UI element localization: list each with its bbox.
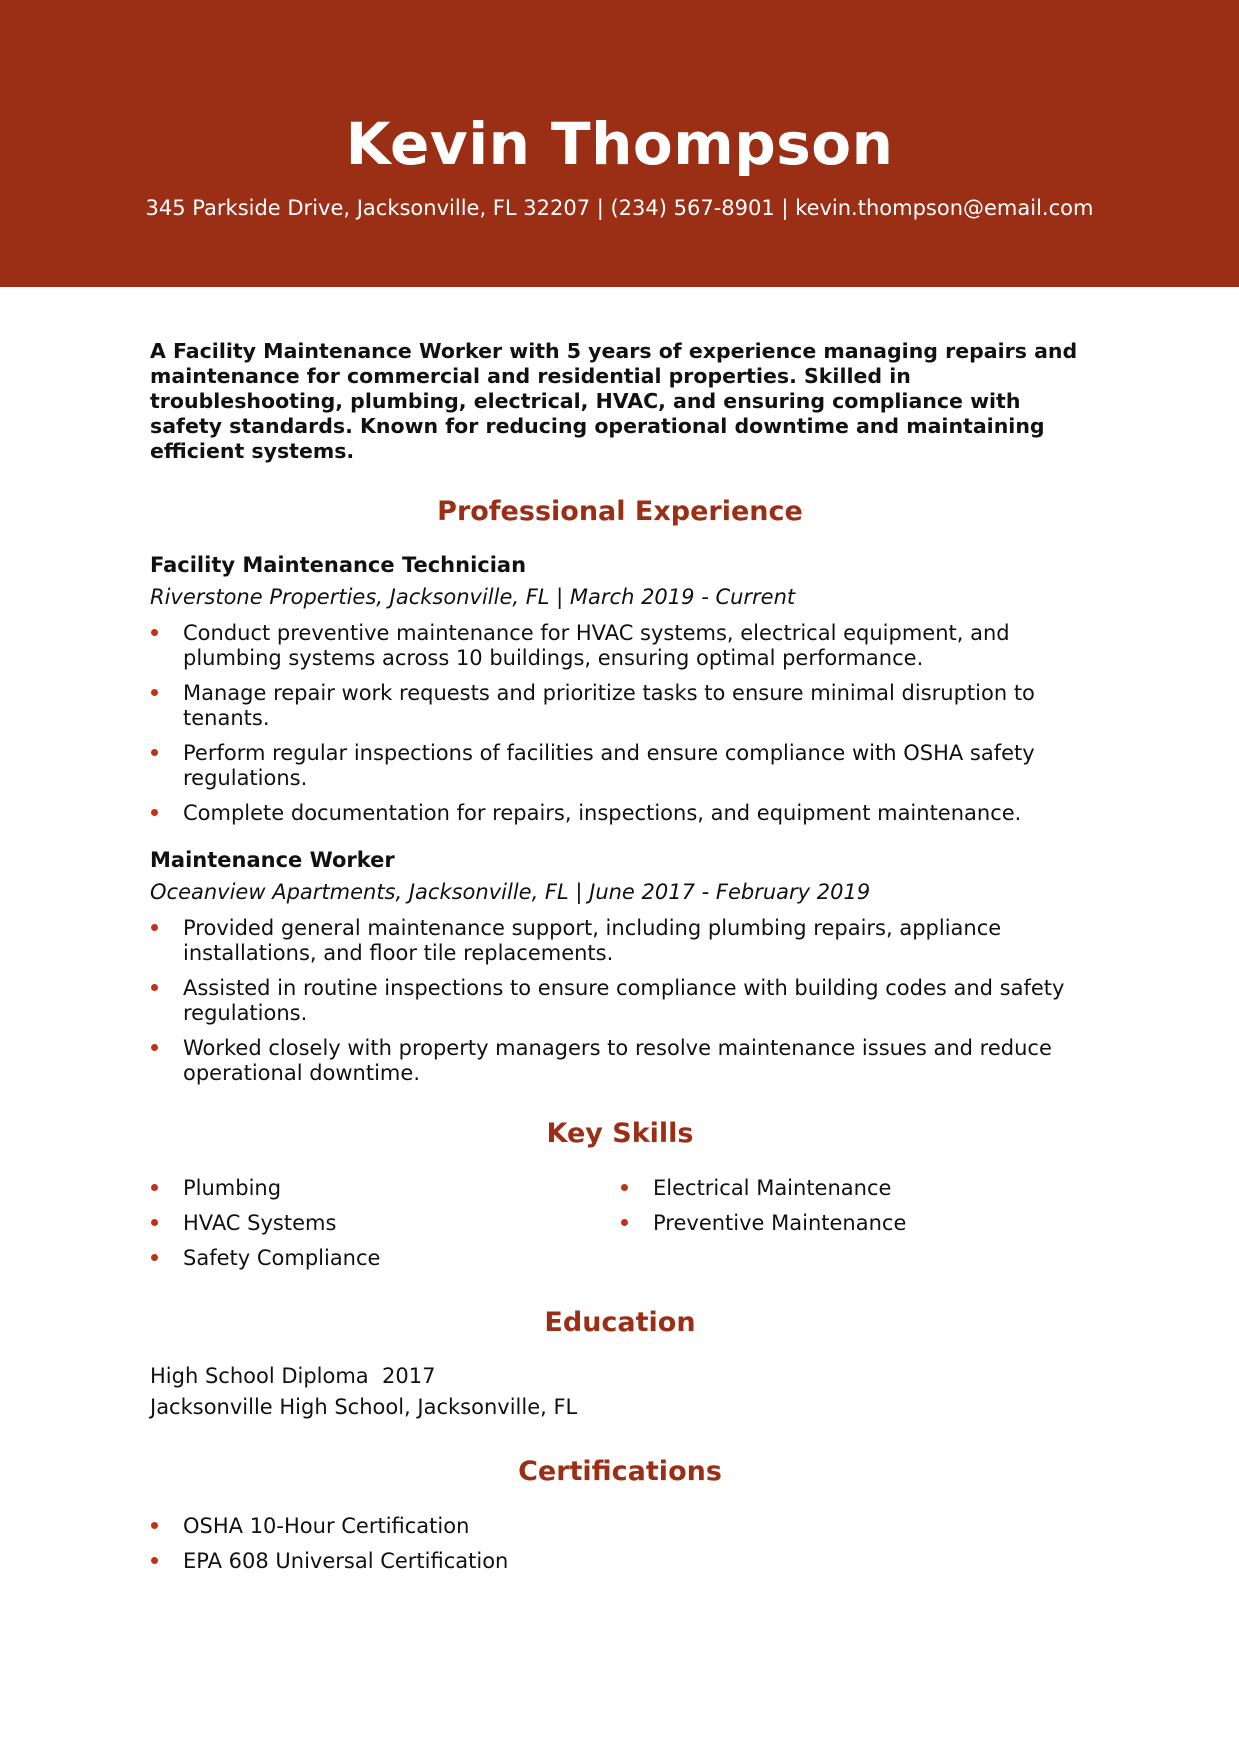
job-meta: Oceanview Apartments, Jacksonville, FL | June 2017 - February 2019 — [150, 880, 871, 904]
skill-item — [620, 1176, 1090, 1201]
bullet-text: Manage repair work requests and prioritize tasks to ensure minimal disruption to tenants. — [183, 681, 1035, 730]
bullet-text: Complete documentation for repairs, inspections, and equipment maintenance. — [183, 801, 1022, 825]
bullet-text: Provided general maintenance support, including plumbing repairs, appliance installations, and floor tile replacements. — [183, 916, 1002, 965]
bullet-dot-icon — [621, 1219, 628, 1226]
skill-text: HVAC Systems — [183, 1211, 337, 1235]
skills-column-left — [150, 1176, 620, 1271]
list-item — [150, 976, 1090, 1026]
list-item — [150, 621, 1090, 671]
list-item — [150, 1036, 1090, 1086]
bullet-dot-icon — [151, 1219, 158, 1226]
skill-text: Plumbing — [183, 1176, 282, 1200]
bullet-text: Assisted in routine inspections to ensure compliance with building codes and safety regulations. — [183, 976, 1065, 1025]
list-item — [150, 801, 1090, 826]
skill-item — [150, 1211, 620, 1236]
contact-info: 345 Parkside Drive, Jacksonville, FL 32207 | (234) 567-8901 | kevin.thompson@email.com — [145, 196, 1094, 220]
certifications-section — [150, 1454, 1090, 1574]
education-section — [150, 1305, 1090, 1423]
bullet-dot-icon — [151, 1254, 158, 1261]
job-title: Maintenance Worker — [150, 848, 395, 872]
list-item — [150, 741, 1090, 791]
job-entry — [150, 550, 1090, 826]
skill-text: Electrical Maintenance — [653, 1176, 892, 1200]
bullet-text: Worked closely with property managers to resolve maintenance issues and reduce operational downtime. — [183, 1036, 1052, 1085]
resume-header — [0, 0, 1239, 287]
bullet-dot-icon — [151, 1184, 158, 1191]
list-item — [150, 681, 1090, 731]
skill-text: Safety Compliance — [183, 1246, 381, 1270]
section-title-experience: Professional Experience — [437, 496, 803, 527]
job-bullets — [150, 916, 1090, 1086]
bullet-dot-icon — [151, 749, 158, 756]
bullet-dot-icon — [151, 629, 158, 636]
skills-section — [150, 1116, 1090, 1271]
bullet-dot-icon — [151, 1557, 158, 1564]
bullet-dot-icon — [621, 1184, 628, 1191]
skills-grid — [150, 1176, 1090, 1271]
bullet-dot-icon — [151, 984, 158, 991]
education-year: 2017 — [382, 1364, 436, 1388]
skill-item — [150, 1246, 620, 1271]
skill-text: Preventive Maintenance — [653, 1211, 907, 1235]
education-degree: High School Diploma — [150, 1364, 369, 1388]
section-title-skills: Key Skills — [546, 1118, 694, 1149]
education-degree-line — [150, 1361, 1090, 1392]
bullet-dot-icon — [151, 1522, 158, 1529]
skill-item — [620, 1211, 1090, 1236]
experience-section — [150, 494, 1090, 1086]
section-title-education: Education — [544, 1307, 696, 1338]
job-meta: Riverstone Properties, Jacksonville, FL | March 2019 - Current — [150, 585, 796, 609]
candidate-name: Kevin Thompson — [345, 110, 894, 178]
certification-item — [150, 1514, 1090, 1539]
resume-body — [150, 339, 1090, 1574]
section-title-certifications: Certifications — [518, 1456, 722, 1487]
professional-summary: A Facility Maintenance Worker with 5 years of experience managing repairs and maintenance for commercial and residential properties. Skilled in troubleshooting, plumbing, electrical, HVAC, and ensuring compliance with safety standards. Known for reducing operational downtime and maintaining efficient systems. — [150, 339, 1078, 463]
bullet-dot-icon — [151, 689, 158, 696]
education-school: Jacksonville High School, Jacksonville, FL — [150, 1395, 578, 1419]
certification-item — [150, 1549, 1090, 1574]
list-item — [150, 916, 1090, 966]
job-title: Facility Maintenance Technician — [150, 553, 527, 577]
bullet-text: Perform regular inspections of facilities and ensure compliance with OSHA safety regulations. — [183, 741, 1035, 790]
certification-text: OSHA 10-Hour Certification — [183, 1514, 470, 1538]
bullet-dot-icon — [151, 809, 158, 816]
job-bullets — [150, 621, 1090, 826]
certifications-list — [150, 1514, 1090, 1574]
skill-item — [150, 1176, 620, 1201]
bullet-dot-icon — [151, 1044, 158, 1051]
job-entry — [150, 845, 1090, 1086]
skills-column-right — [620, 1176, 1090, 1271]
certification-text: EPA 608 Universal Certification — [183, 1549, 509, 1573]
bullet-dot-icon — [151, 924, 158, 931]
bullet-text: Conduct preventive maintenance for HVAC systems, electrical equipment, and plumbing systems across 10 buildings, ensuring optimal performance. — [183, 621, 1010, 670]
